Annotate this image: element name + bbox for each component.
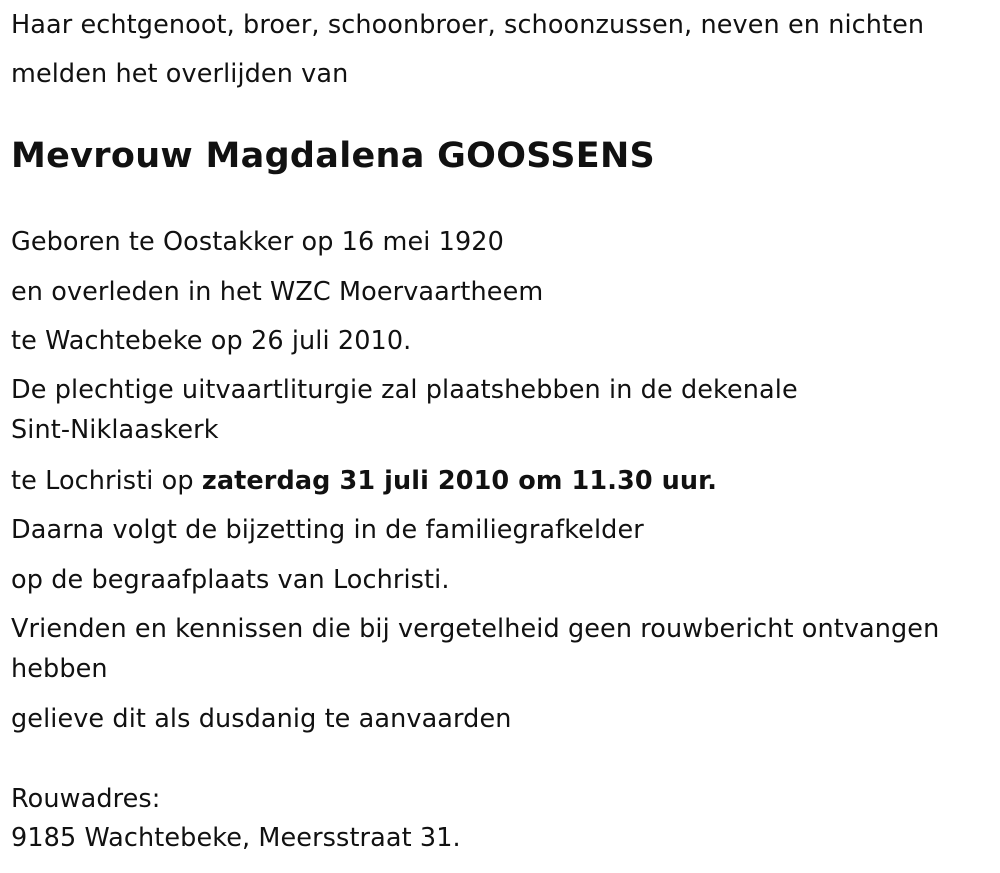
liturgy-line-1: De plechtige uitvaartliturgie zal plaatshebben in de dekenale <box>11 375 798 405</box>
deceased-name: Mevrouw Magdalena GOOSSENS <box>11 136 656 176</box>
birth-line: Geboren te Oostakker op 16 mei 1920 <box>11 227 504 257</box>
notice-line-2: hebben <box>11 654 108 684</box>
liturgy-line-2: Sint-Niklaaskerk <box>11 415 219 445</box>
address-value: 9185 Wachtebeke, Meersstraat 31. <box>11 823 461 853</box>
death-place-line: en overleden in het WZC Moervaartheem <box>11 277 544 307</box>
funeral-location-prefix: te Lochristi op <box>11 466 202 496</box>
burial-line-1: Daarna volgt de bijzetting in de familiegrafkelder <box>11 515 644 545</box>
notice-line-3: gelieve dit als dusdanig te aanvaarden <box>11 704 512 734</box>
intro-line-2: melden het overlijden van <box>11 59 349 89</box>
intro-line-1: Haar echtgenoot, broer, schoonbroer, schoonzussen, neven en nichten <box>11 10 925 40</box>
burial-line-2: op de begraafplaats van Lochristi. <box>11 565 450 595</box>
funeral-datetime: zaterdag 31 juli 2010 om 11.30 uur. <box>201 466 717 496</box>
death-date-line: te Wachtebeke op 26 juli 2010. <box>11 326 412 356</box>
funeral-date-line <box>11 462 717 501</box>
address-label: Rouwadres: <box>11 784 161 814</box>
notice-line-1: Vrienden en kennissen die bij vergetelheid geen rouwbericht ontvangen <box>11 614 940 644</box>
